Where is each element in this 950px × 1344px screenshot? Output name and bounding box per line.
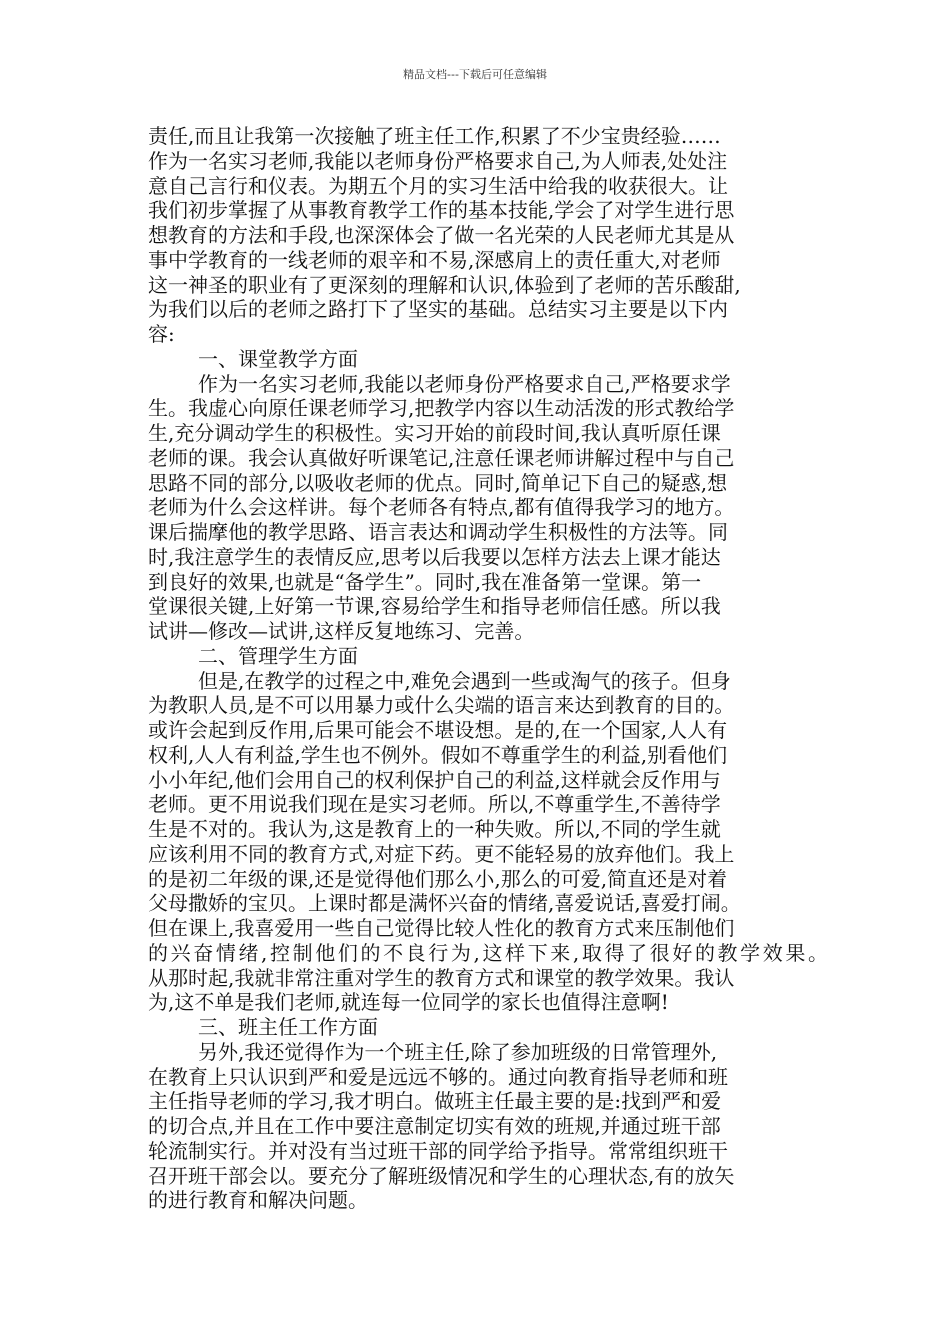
paragraph-line: 试讲—修改—试讲,这样反复地练习、完善。 bbox=[148, 619, 535, 643]
paragraph-line: 应该利用不同的教育方式,对症下药。更不能轻易的放弃他们。我上 bbox=[148, 841, 735, 866]
paragraph-line: 的兴奋情绪,控制他们的不良行为,这样下来,取得了很好的教学效果。 bbox=[148, 940, 831, 965]
paragraph-line: 这一神圣的职业有了更深刻的理解和认识,体验到了老师的苦乐酸甜, bbox=[148, 272, 741, 297]
paragraph-line: 轮流制实行。并对没有当过班干部的同学给予指导。常常组织班干 bbox=[148, 1138, 728, 1163]
paragraph-line-indented: 作为一名实习老师,我能以老师身份严格要求自己,严格要求学 bbox=[198, 371, 731, 396]
paragraph-line: 意自己言行和仪表。为期五个月的实习生活中给我的收获很大。让 bbox=[148, 173, 728, 198]
paragraph-line: 的切合点,并且在工作中要注意制定切实有效的班规,并通过班干部 bbox=[148, 1114, 721, 1138]
paragraph-line: 责任,而且让我第一次接触了班主任工作,积累了不少宝贵经验…… bbox=[148, 124, 721, 148]
paragraph-line: 为教职人员,是不可以用暴力或什么尖端的语言来达到教育的目的。 bbox=[148, 693, 735, 718]
paragraph-line: 从那时起,我就非常注重对学生的教育方式和课堂的教学效果。我认 bbox=[148, 965, 735, 990]
paragraph-line: 我们初步掌握了从事教育教学工作的基本技能,学会了对学生进行思 bbox=[148, 198, 735, 223]
paragraph-line: 为,这不单是我们老师,就连每一位同学的家长也值得注意啊! bbox=[148, 990, 669, 1015]
page-header: 精品文档---下载后可任意编辑 bbox=[403, 68, 547, 81]
paragraph-line: 生。我虚心向原任课老师学习,把教学内容以生动活泼的形式教给学 bbox=[148, 396, 735, 421]
paragraph-line: 想教育的方法和手段,也深深体会了做一名光荣的人民老师尤其是从 bbox=[148, 223, 735, 247]
paragraph-line: 在教育上只认识到严和爱是远远不够的。通过向教育指导老师和班 bbox=[148, 1064, 728, 1089]
paragraph-line: 时,我注意学生的表情反应,思考以后我要以怎样方法去上课才能达 bbox=[148, 544, 721, 569]
paragraph-line: 小小年纪,他们会用自己的权利保护自己的利益,这样就会反作用与 bbox=[148, 767, 721, 792]
paragraph-line: 老师的课。我会认真做好听课笔记,注意任课老师讲解过程中与自己 bbox=[148, 445, 735, 470]
paragraph-line: 为我们以后的老师之路打下了坚实的基础。总结实习主要是以下内 bbox=[148, 297, 728, 322]
paragraph-line: 权利,人人有利益,学生也不例外。假如不尊重学生的利益,别看他们 bbox=[148, 742, 728, 767]
paragraph-line: 思路不同的部分,以吸收老师的优点。同时,简单记下自己的疑惑,想 bbox=[148, 470, 728, 495]
paragraph-line: 课后揣摩他的教学思路、语言表达和调动学生积极性的方法等。同 bbox=[148, 520, 728, 544]
document-body bbox=[148, 124, 831, 1213]
paragraph-line: 堂课很关键,上好第一节课,容易给学生和指导老师信任感。所以我 bbox=[148, 594, 721, 619]
paragraph-line-indented: 另外,我还觉得作为一个班主任,除了参加班级的日常管理外, bbox=[198, 1039, 718, 1064]
paragraph-line: 到良好的效果,也就是“备学生”。同时,我在准备第一堂课。第一 bbox=[148, 569, 702, 594]
paragraph-line: 作为一名实习老师,我能以老师身份严格要求自己,为人师表,处处注 bbox=[148, 148, 728, 173]
paragraph-line-indented: 二、管理学生方面 bbox=[198, 643, 358, 668]
paragraph-line: 但在课上,我喜爱用一些自己觉得比较人性化的教育方式来压制他们 bbox=[148, 916, 735, 940]
paragraph-line: 容: bbox=[148, 322, 175, 346]
paragraph-line-indented: 但是,在教学的过程之中,难免会遇到一些或淘气的孩子。但身 bbox=[198, 668, 731, 693]
paragraph-line: 召开班干部会以。要充分了解班级情况和学生的心理状态,有的放矢 bbox=[148, 1163, 735, 1188]
paragraph-line: 的是初二年级的课,还是觉得他们那么小,那么的可爱,简直还是对着 bbox=[148, 866, 728, 891]
paragraph-line: 生是不对的。我认为,这是教育上的一种失败。所以,不同的学生就 bbox=[148, 817, 721, 841]
paragraph-line: 主任指导老师的学习,我才明白。做班主任最主要的是:找到严和爱 bbox=[148, 1089, 722, 1114]
paragraph-line-indented: 一、课堂教学方面 bbox=[198, 346, 358, 371]
paragraph-line: 老师为什么会这样讲。每个老师各有特点,都有值得我学习的地方。 bbox=[148, 495, 735, 520]
paragraph-line: 老师。更不用说我们现在是实习老师。所以,不尊重学生,不善待学 bbox=[148, 792, 721, 817]
paragraph-line: 生,充分调动学生的积极性。实习开始的前段时间,我认真听原任课 bbox=[148, 421, 721, 445]
paragraph-line: 父母撒娇的宝贝。上课时都是满怀兴奋的情绪,喜爱说话,喜爱打闹。 bbox=[148, 891, 741, 916]
paragraph-line: 或许会起到反作用,后果可能会不堪设想。是的,在一个国家,人人有 bbox=[148, 718, 728, 742]
paragraph-line: 事中学教育的一线老师的艰辛和不易,深感肩上的责任重大,对老师 bbox=[148, 247, 721, 272]
paragraph-line-indented: 三、班主任工作方面 bbox=[198, 1015, 378, 1039]
paragraph-line: 的进行教育和解决问题。 bbox=[148, 1188, 368, 1213]
